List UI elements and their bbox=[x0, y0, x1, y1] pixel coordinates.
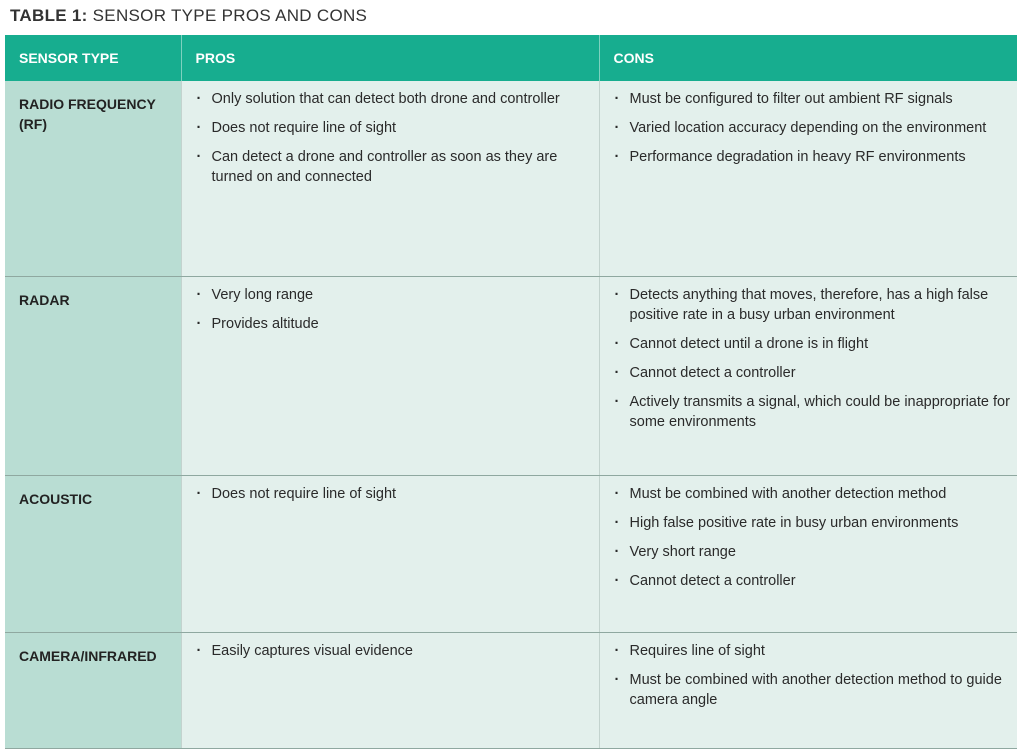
pros-item: · Easily captures visual evidence bbox=[196, 641, 593, 661]
pros-list bbox=[196, 285, 593, 334]
pros-cell bbox=[181, 277, 599, 476]
table-row bbox=[5, 277, 1017, 476]
cons-item: · Must be combined with another detection method to guide camera angle bbox=[614, 670, 1012, 710]
table-title-text: SENSOR TYPE PROS AND CONS bbox=[92, 6, 368, 25]
pros-item: · Very long range bbox=[196, 285, 593, 305]
cons-item: · Must be combined with another detection method bbox=[614, 484, 1012, 504]
cons-list bbox=[614, 285, 1012, 432]
cons-item: · Requires line of sight bbox=[614, 641, 1012, 661]
pros-item: · Does not require line of sight bbox=[196, 484, 593, 504]
cons-item: · Cannot detect a controller bbox=[614, 363, 1012, 383]
table-row bbox=[5, 476, 1017, 633]
table-header bbox=[5, 35, 1017, 81]
table-row bbox=[5, 633, 1017, 749]
table-body bbox=[5, 81, 1017, 749]
table-title-prefix: TABLE 1: bbox=[10, 6, 88, 25]
header-cons: CONS bbox=[599, 35, 1017, 81]
sensor-type-cell: RADIO FREQUENCY (RF) bbox=[5, 81, 181, 277]
cons-item: · Detects anything that moves, therefore, has a high false positive rate in a busy urban environment bbox=[614, 285, 1012, 325]
pros-list bbox=[196, 484, 593, 504]
pros-item: · Can detect a drone and controller as soon as they are turned on and connected bbox=[196, 147, 593, 187]
pros-list bbox=[196, 641, 593, 661]
pros-item: · Does not require line of sight bbox=[196, 118, 593, 138]
sensor-type-cell: ACOUSTIC bbox=[5, 476, 181, 633]
pros-list bbox=[196, 89, 593, 187]
cons-list bbox=[614, 484, 1012, 591]
table-row bbox=[5, 81, 1017, 277]
sensor-type-cell: CAMERA/INFRARED bbox=[5, 633, 181, 749]
pros-cell bbox=[181, 81, 599, 277]
cons-item: · Cannot detect a controller bbox=[614, 571, 1012, 591]
cons-list bbox=[614, 641, 1012, 710]
sensor-type-cell: RADAR bbox=[5, 277, 181, 476]
cons-list bbox=[614, 89, 1012, 167]
cons-item: · Actively transmits a signal, which could be inappropriate for some environments bbox=[614, 392, 1012, 432]
cons-cell bbox=[599, 476, 1017, 633]
cons-cell bbox=[599, 633, 1017, 749]
cons-item: · Performance degradation in heavy RF environments bbox=[614, 147, 1012, 167]
cons-cell bbox=[599, 277, 1017, 476]
pros-item: · Provides altitude bbox=[196, 314, 593, 334]
cons-cell bbox=[599, 81, 1017, 277]
pros-cell bbox=[181, 633, 599, 749]
cons-item: · Very short range bbox=[614, 542, 1012, 562]
table-title bbox=[10, 6, 367, 26]
pros-cell bbox=[181, 476, 599, 633]
cons-item: · Varied location accuracy depending on the environment bbox=[614, 118, 1012, 138]
cons-item: · High false positive rate in busy urban environments bbox=[614, 513, 1012, 533]
header-row bbox=[5, 35, 1017, 81]
cons-item: · Cannot detect until a drone is in flight bbox=[614, 334, 1012, 354]
pros-item: · Only solution that can detect both drone and controller bbox=[196, 89, 593, 109]
header-sensor-type: SENSOR TYPE bbox=[5, 35, 181, 81]
sensor-table bbox=[5, 35, 1017, 749]
cons-item: · Must be configured to filter out ambient RF signals bbox=[614, 89, 1012, 109]
header-pros: PROS bbox=[181, 35, 599, 81]
